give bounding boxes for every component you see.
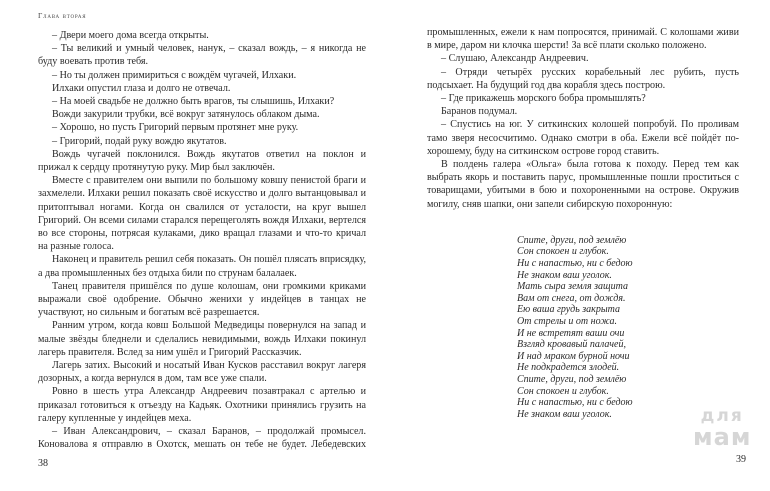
poem-line: Сон спокоен и глубок. <box>517 385 609 397</box>
left-page-text <box>38 29 366 452</box>
paragraph: Вождь чугачей поклонился. Вождь якутатов ответил на поклон и прижал к сердцу протянутую руку. Мир был заключён. <box>38 148 366 174</box>
poem-line: Не знаком ваш уголок. <box>517 408 612 420</box>
paragraph: – Двери моего дома всегда открыты. <box>52 30 209 41</box>
poem-line: Спите, други, под землёю <box>517 234 627 246</box>
right-page-text <box>427 26 739 211</box>
paragraph: Наконец и правитель решил себя показать. Он пошёл плясать вприсядку, а два промышленных без отдыха били по струнам балалаек. <box>38 254 366 279</box>
paragraph: Вожди закурили трубки, всё вокруг затянулось облаком дыма. <box>52 109 320 121</box>
paragraph: – Спустись на юг. У ситкинских колошей попробуй. По проливам тамо зверя несосчитимо. Однако смотри в оба. Ежели всё пойдёт по-хорошему, буду на ситкинском острове город ставить. <box>427 119 739 157</box>
poem-line: Не знаком ваш уголок. <box>517 269 612 281</box>
watermark-line: для <box>700 406 744 426</box>
left-page-column <box>38 29 366 470</box>
right-page-column <box>427 26 746 466</box>
poem-line: Спите, други, под землёю <box>517 373 627 385</box>
poem-line: Не подкрадется злодей. <box>517 362 620 374</box>
poem-line: Ею ваша грудь закрыта <box>517 304 620 316</box>
paragraph: промышленных, ежели к нам попросятся, принимай. С колошами живи в мире, даром ни клочка шерсти! За всё плати сколько положено. <box>427 27 739 52</box>
paragraph: – Ты великий и умный человек, нанук, – сказал вождь, – я никогда не буду воевать против тебя. <box>38 43 366 68</box>
paragraph: – Григорий, подай руку вождю якутатов. <box>52 135 227 147</box>
poem-line: Сон спокоен и глубок. <box>517 246 609 258</box>
poem-line: Вам от снега, от дождя. <box>517 292 626 304</box>
page-number: 38 <box>38 457 48 469</box>
paragraph: – Но ты должен примириться с вождём чугачей, Илхаки. <box>52 69 297 81</box>
watermark-logo <box>693 408 751 449</box>
poem <box>517 235 739 421</box>
paragraph: Вместе с правителем они выпили по большому ковшу пенистой браги и захмелели. Илхаки решил показать своё искусство и долго вытанцовывал и притоптывал ногами. Когда он свалился от усталости, на круг вышел Григорий. Он всеми силами старался перещеголять вождя Илхаки, вертелся во все стороны, потрясая кулаками, дико вращал глазами и что-то кричал на разные голоса. <box>38 175 366 253</box>
paragraph: – Хорошо, но пусть Григорий первым протянет мне руку. <box>52 122 299 134</box>
poem-line: Взгляд кровавый палачей, <box>517 339 626 351</box>
paragraph: В полдень галера «Ольга» была готова к походу. Перед тем как выбрать якорь и поставить парус, промышленные пошли проститься с товарищами, убитыми в бою и похороненными на острове. Окружив могилу, сняв шапки, они запели сибирскую похоронную: <box>427 159 739 210</box>
paragraph: Ровно в шесть утра Александр Андреевич позавтракал с артелью и приказал готовиться к отъезду на Кадьяк. Охотники принялись грузить на галеру купленные у индейцев меха. <box>38 386 366 424</box>
poem-line: Ни с напастью, ни с бедою <box>517 258 633 270</box>
paragraph: – На моей свадьбе не должно быть врагов, ты слышишь, Илхаки? <box>52 96 335 108</box>
poem-line: От стрелы и от ножа. <box>517 316 618 327</box>
paragraph: – Слушаю, Александр Андреевич. <box>441 53 589 65</box>
running-head: Глава вторая <box>38 11 87 20</box>
page-number: 39 <box>736 454 746 465</box>
poem-line: И над мраком бурной ночи <box>517 350 630 362</box>
paragraph: – Отряди четырёх русских корабельный лес рубить, пусть подсыхает. На будущий год два корабля здесь построю. <box>427 66 739 91</box>
paragraph: Баранов подумал. <box>441 106 518 118</box>
right-page <box>385 0 770 491</box>
paragraph: Лагерь затих. Высокий и носатый Иван Кусков расставил вокруг лагеря дозорных, а когда вернулся в дом, там все уже спали. <box>38 360 366 385</box>
paragraph: Танец правителя пришёлся по душе колошам, они громкими криками выражали своё одобрение. Обычно женихи у индейцев в танцах не участвуют, но сильным и богатым всё разрешается. <box>38 280 366 319</box>
paragraph: Ранним утром, когда ковш Большой Медведицы повернулся на запад и малые звёзды бледнели и сделались невидимыми, вождь Илхаки покинул лагерь правителя. Вслед за ним ушёл и Григорий Рассказчик. <box>38 320 366 358</box>
paragraph: Илхаки опустил глаза и долго не отвечал. <box>52 82 231 94</box>
paragraph: – Иван Александрович, – сказал Баранов, – продолжай промысел. Коновалова я отправлю в Охотск, мешать он тебе не будет. Лебедевских <box>38 426 366 451</box>
poem-line: Мать сыра земля защита <box>517 281 628 293</box>
poem-line: И не встретят ваши очи <box>517 327 625 339</box>
watermark-line: мам <box>693 423 752 451</box>
paragraph: – Где прикажешь морского бобра промышлять? <box>441 93 646 105</box>
poem-line: Ни с напастью, ни с бедою <box>517 397 633 409</box>
